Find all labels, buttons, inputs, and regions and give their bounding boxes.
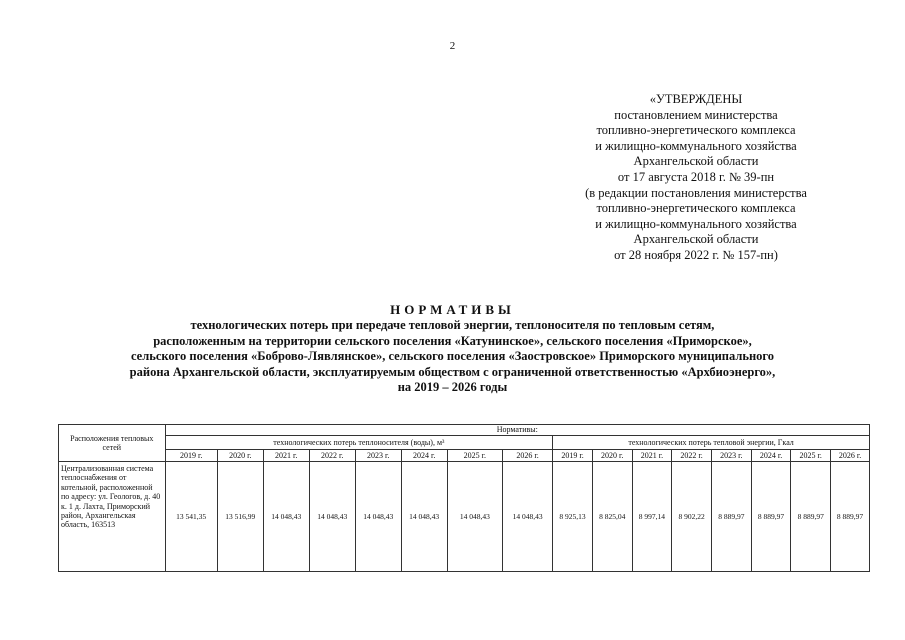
water-loss-value: 14 048,43 xyxy=(503,462,553,572)
approval-line: Архангельской области xyxy=(633,232,759,247)
heat-loss-value: 8 902,22 xyxy=(672,462,712,572)
approval-line: постановлением министерства xyxy=(614,107,778,122)
norms-header: Нормативы: xyxy=(165,425,869,436)
year-header: 2020 г. xyxy=(217,450,263,462)
heat-loss-value: 8 889,97 xyxy=(711,462,751,572)
water-loss-value: 14 048,43 xyxy=(401,462,447,572)
water-loss-value: 13 516,99 xyxy=(217,462,263,572)
heat-loss-value: 8 925,13 xyxy=(553,462,593,572)
approval-line: и жилищно-коммунального хозяйства xyxy=(595,138,797,153)
year-header: 2022 г. xyxy=(672,450,712,462)
year-header: 2023 г. xyxy=(711,450,751,462)
water-loss-value: 14 048,43 xyxy=(263,462,309,572)
year-header: 2022 г. xyxy=(309,450,355,462)
heading-line: сельского поселения «Боброво-Лявлянское», сельского поселения «Заостровское» Приморского муниципального xyxy=(130,349,775,364)
approval-line: «УТВЕРЖДЕНЫ xyxy=(649,92,743,106)
year-header: 2021 г. xyxy=(632,450,672,462)
document-title: НОРМАТИВЫ xyxy=(390,302,515,317)
heading-line: технологических потерь при передаче тепловой энергии, теплоносителя по тепловым сетям, xyxy=(190,318,715,332)
heat-loss-value: 8 889,97 xyxy=(751,462,791,572)
location-cell: Централизованная система теплоснабжения от котельной, расположенной по адресу: ул. Геологов, д. 40 к. 1 д. Лахта, Приморский район, Архангельская область, 163513 xyxy=(59,462,166,572)
year-header: 2024 г. xyxy=(401,450,447,462)
year-header: 2025 г. xyxy=(447,450,502,462)
approval-line: от 17 августа 2018 г. № 39-пн xyxy=(617,169,775,184)
heading-line: расположенным на территории сельского поселения «Катунинское», сельского поселения «Приморское», xyxy=(153,333,752,348)
approval-line: (в редакции постановления министерства xyxy=(585,185,807,200)
year-header: 2019 г. xyxy=(553,450,593,462)
heat-loss-value: 8 825,04 xyxy=(592,462,632,572)
approval-line: от 28 ноября 2022 г. № 157-пн) xyxy=(614,247,778,262)
water-loss-value: 14 048,43 xyxy=(309,462,355,572)
approval-line: Архангельской области xyxy=(633,154,759,169)
year-header: 2026 г. xyxy=(831,450,870,462)
heat-loss-value: 8 997,14 xyxy=(632,462,672,572)
water-loss-value: 14 048,43 xyxy=(447,462,502,572)
approval-line: топливно-энергетического комплекса xyxy=(596,201,796,216)
approval-line: и жилищно-коммунального хозяйства xyxy=(595,216,797,231)
document-heading xyxy=(0,302,905,396)
approval-stamp xyxy=(556,92,836,264)
page-number: 2 xyxy=(449,40,456,52)
norms-table xyxy=(58,424,870,572)
approval-line: топливно-энергетического комплекса xyxy=(596,123,796,138)
heat-loss-value: 8 889,97 xyxy=(791,462,831,572)
year-header: 2024 г. xyxy=(751,450,791,462)
year-header: 2019 г. xyxy=(165,450,217,462)
location-header: Расположения тепловых сетей xyxy=(59,425,166,462)
year-header: 2020 г. xyxy=(592,450,632,462)
heat-losses-header: технологических потерь тепловой энергии, Гкал xyxy=(553,436,870,450)
year-header: 2021 г. xyxy=(263,450,309,462)
heat-loss-value: 8 889,97 xyxy=(831,462,870,572)
water-loss-value: 13 541,35 xyxy=(165,462,217,572)
year-header: 2026 г. xyxy=(503,450,553,462)
water-loss-value: 14 048,43 xyxy=(355,462,401,572)
water-losses-header: технологических потерь теплоносителя (воды), м³ xyxy=(165,436,553,450)
year-header: 2025 г. xyxy=(791,450,831,462)
table-row xyxy=(59,462,870,572)
heading-line: района Архангельской области, эксплуатируемым обществом с ограниченной ответственностью «Архбиоэнерго», xyxy=(129,364,776,379)
year-header: 2023 г. xyxy=(355,450,401,462)
heading-line: на 2019 – 2026 годы xyxy=(397,380,508,395)
